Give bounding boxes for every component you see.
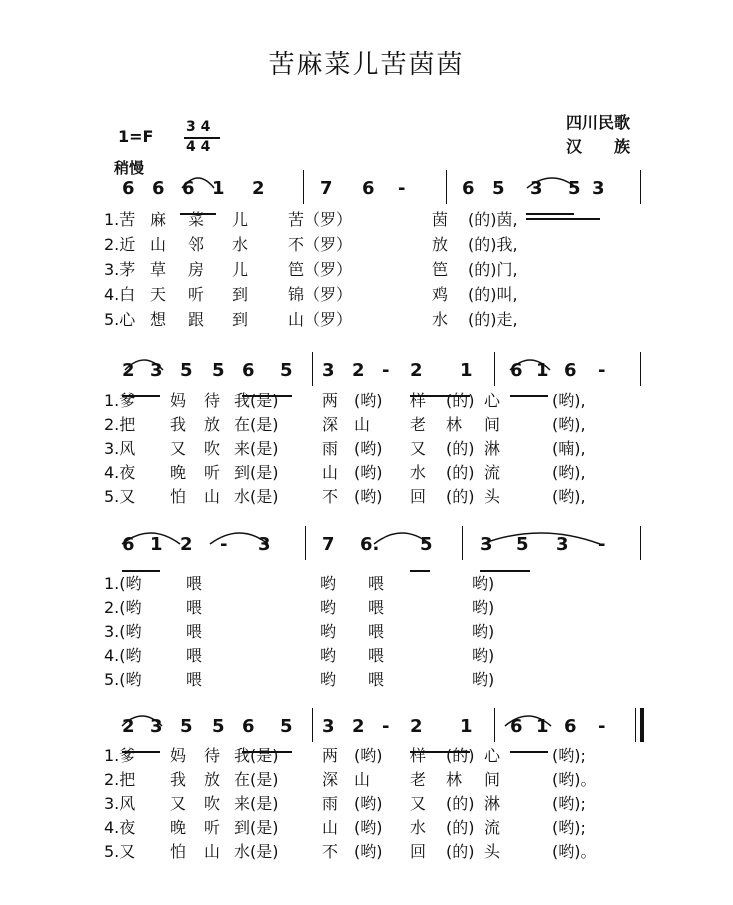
- lyric-word: 哟): [472, 622, 495, 641]
- note: 6: [510, 360, 523, 381]
- lyric-word: 我: [170, 415, 187, 434]
- lyric-word: 跟: [188, 310, 205, 329]
- origin-region: 四川民歌: [566, 113, 631, 132]
- lyric-word: 5.又: [104, 842, 136, 861]
- lyric-word: 淋: [484, 439, 501, 458]
- lyric-word: 水(是): [234, 487, 279, 506]
- lyric-word: 水: [432, 310, 449, 329]
- lyric-word: 4.(哟: [104, 646, 142, 665]
- lyric-word: (哟): [354, 439, 383, 458]
- lyric-word: 邻: [188, 235, 205, 254]
- lyric-word: 头: [484, 842, 501, 861]
- slur-mark: [510, 360, 550, 370]
- time-signature-bottom: 4 4: [186, 139, 211, 155]
- lyric-word: 在(是): [234, 770, 279, 789]
- lyric-word: 鸡: [432, 285, 449, 304]
- lyric-word: 山（罗）: [288, 310, 353, 329]
- lyric-word: (哟),: [552, 463, 586, 482]
- lyric-word: 不: [322, 842, 339, 861]
- note: 5: [212, 716, 225, 737]
- lyric-word: 到: [232, 310, 249, 329]
- note: 1: [536, 360, 549, 381]
- lyric-word: (哟),: [552, 487, 586, 506]
- lyric-word: (的): [446, 746, 475, 765]
- lyric-word: (的)我,: [468, 235, 518, 254]
- lyric-word: 哟): [472, 670, 495, 689]
- lyric-word: 两: [322, 391, 339, 410]
- lyric-word: 到: [232, 285, 249, 304]
- note: 3: [556, 534, 569, 555]
- song-title: 苦麻菜儿苦茵茵: [268, 50, 465, 80]
- lyric-word: 3.茅: [104, 260, 136, 279]
- note: -: [382, 360, 390, 381]
- note: 6: [362, 178, 375, 199]
- lyric-word: 怕: [170, 842, 187, 861]
- note: 2: [122, 716, 135, 737]
- note: 6: [242, 360, 255, 381]
- lyric-word: 老: [410, 770, 427, 789]
- lyric-word: 流: [484, 463, 501, 482]
- lyric-word: 1.(哟: [104, 574, 142, 593]
- lyric-word: 哟): [472, 646, 495, 665]
- lyric-word: (的)走,: [468, 310, 518, 329]
- lyric-word: 听: [188, 285, 205, 304]
- lyric-word: 2.把: [104, 415, 136, 434]
- lyric-word: 不（罗）: [288, 235, 353, 254]
- note: 6: [152, 178, 165, 199]
- lyric-word: 雨: [322, 439, 339, 458]
- lyric-word: 听: [204, 463, 221, 482]
- lyric-word: (哟): [354, 746, 383, 765]
- lyric-word: 间: [484, 770, 501, 789]
- note: 1: [212, 178, 225, 199]
- note: 2: [122, 360, 135, 381]
- lyric-word: (哟): [354, 463, 383, 482]
- lyric-word: 放: [204, 770, 221, 789]
- note: -: [382, 716, 390, 737]
- lyric-word: 2.近: [104, 235, 136, 254]
- lyric-word: 待: [204, 746, 221, 765]
- lyric-word: 间: [484, 415, 501, 434]
- lyric-word: 山: [322, 463, 339, 482]
- lyric-word: 来(是): [234, 794, 279, 813]
- lyric-word: 喂: [186, 622, 203, 641]
- note: 3: [150, 360, 163, 381]
- lyric-word: 菜: [188, 210, 205, 229]
- note: 6: [122, 534, 135, 555]
- lyric-word: 哟): [472, 598, 495, 617]
- lyric-word: 4.白: [104, 285, 136, 304]
- lyric-word: (的): [446, 842, 475, 861]
- lyric-word: 哟: [320, 670, 337, 689]
- lyric-word: 淋: [484, 794, 501, 813]
- note: 6: [510, 716, 523, 737]
- lyric-word: (哟): [354, 842, 383, 861]
- origin-ethnicity: 汉 族: [566, 137, 631, 156]
- lyric-word: 又: [170, 439, 187, 458]
- lyric-word: 怕: [170, 487, 187, 506]
- lyric-word: 草: [150, 260, 167, 279]
- lyric-word: (的): [446, 818, 475, 837]
- lyric-word: 喂: [368, 622, 385, 641]
- note: 5: [280, 360, 293, 381]
- lyric-word: 哟: [320, 646, 337, 665]
- lyric-word: 吹: [204, 794, 221, 813]
- lyric-word: 笆（罗）: [288, 260, 353, 279]
- note: 2: [180, 534, 193, 555]
- note: 3: [530, 178, 543, 199]
- lyric-word: (的): [446, 463, 475, 482]
- lyric-word: (的): [446, 794, 475, 813]
- lyric-word: 妈: [170, 391, 187, 410]
- lyric-word: (哟),: [552, 415, 586, 434]
- note: 6.: [360, 534, 380, 555]
- lyric-word: 5.心: [104, 310, 136, 329]
- lyric-word: 回: [410, 842, 427, 861]
- lyric-word: (的): [446, 487, 475, 506]
- note: 2: [252, 178, 265, 199]
- lyric-word: 山: [322, 818, 339, 837]
- note: 2: [410, 716, 423, 737]
- lyric-word: 吹: [204, 439, 221, 458]
- slur-mark: [505, 716, 551, 726]
- note: 1: [150, 534, 163, 555]
- lyric-word: 晚: [170, 463, 187, 482]
- time-signature-top: 3 4: [186, 119, 211, 135]
- lyric-word: (喃),: [552, 439, 586, 458]
- lyric-word: 来(是): [234, 439, 279, 458]
- note: 1: [460, 716, 473, 737]
- slur-mark: [210, 533, 268, 544]
- lyric-word: 4.夜: [104, 463, 136, 482]
- lyric-word: 林: [446, 770, 463, 789]
- note: 7: [320, 178, 333, 199]
- note: 3: [150, 716, 163, 737]
- lyric-word: (哟);: [552, 818, 586, 837]
- lyric-word: 到(是): [234, 463, 279, 482]
- note: 3: [258, 534, 271, 555]
- lyric-word: (哟)。: [552, 770, 597, 789]
- slur-mark: [482, 533, 600, 544]
- lyric-word: (的): [446, 391, 475, 410]
- lyric-word: (哟),: [552, 391, 586, 410]
- tempo-marking: 稍慢: [114, 159, 145, 177]
- note: 7: [322, 534, 335, 555]
- slur-mark: [122, 533, 180, 544]
- lyric-word: 流: [484, 818, 501, 837]
- lyric-word: 哟: [320, 622, 337, 641]
- lyric-word: 4.夜: [104, 818, 136, 837]
- lyric-word: 到(是): [234, 818, 279, 837]
- lyric-word: 样: [410, 746, 427, 765]
- lyric-word: 又: [410, 794, 427, 813]
- lyric-word: 3.(哟: [104, 622, 142, 641]
- lyric-word: 晚: [170, 818, 187, 837]
- lyric-word: (的)茵,: [468, 210, 518, 229]
- lyric-word: 房: [188, 260, 205, 279]
- note: 3: [322, 360, 335, 381]
- lyric-word: 苦（罗）: [288, 210, 353, 229]
- lyric-word: (哟): [354, 818, 383, 837]
- note: 6: [462, 178, 475, 199]
- note: 2: [352, 360, 365, 381]
- lyric-word: 3.风: [104, 794, 136, 813]
- note: 5: [180, 360, 193, 381]
- lyric-word: 喂: [186, 646, 203, 665]
- lyric-word: (哟);: [552, 746, 586, 765]
- note: -: [398, 178, 406, 199]
- lyric-word: 我: [170, 770, 187, 789]
- slur-mark: [527, 178, 577, 188]
- lyric-word: 儿: [232, 260, 249, 279]
- lyric-word: (的)门,: [468, 260, 518, 279]
- note: 5: [212, 360, 225, 381]
- lyric-word: 又: [170, 794, 187, 813]
- lyric-word: 喂: [368, 646, 385, 665]
- slur-mark: [125, 360, 163, 370]
- lyric-word: (的)叫,: [468, 285, 518, 304]
- lyric-word: 笆: [432, 260, 449, 279]
- lyric-word: (哟): [354, 391, 383, 410]
- lyric-word: 深: [322, 770, 339, 789]
- note: 5: [280, 716, 293, 737]
- slur-mark: [182, 178, 214, 188]
- note: 1: [460, 360, 473, 381]
- note: 6: [242, 716, 255, 737]
- note: 3: [592, 178, 605, 199]
- lyric-word: 1.爹: [104, 391, 136, 410]
- note: -: [598, 360, 606, 381]
- lyric-word: 在(是): [234, 415, 279, 434]
- lyric-word: 听: [204, 818, 221, 837]
- lyric-word: 水: [410, 818, 427, 837]
- key-signature: 1=F: [118, 127, 154, 146]
- lyric-word: 我(是): [234, 746, 279, 765]
- lyric-word: 待: [204, 391, 221, 410]
- note: -: [220, 534, 228, 555]
- lyric-word: 深: [322, 415, 339, 434]
- note: 6: [564, 360, 577, 381]
- lyric-word: 回: [410, 487, 427, 506]
- lyric-word: 天: [150, 285, 167, 304]
- lyric-word: (哟);: [552, 794, 586, 813]
- note: 6: [122, 178, 135, 199]
- lyric-word: 又: [410, 439, 427, 458]
- note: 5: [568, 178, 581, 199]
- lyric-word: 1.苦: [104, 210, 136, 229]
- lyric-word: 老: [410, 415, 427, 434]
- note: 2: [352, 716, 365, 737]
- lyric-word: 儿: [232, 210, 249, 229]
- lyric-word: 山: [354, 415, 371, 434]
- lyric-word: 山: [354, 770, 371, 789]
- lyric-word: 两: [322, 746, 339, 765]
- lyric-word: 喂: [368, 574, 385, 593]
- lyric-word: 放: [432, 235, 449, 254]
- lyric-word: 妈: [170, 746, 187, 765]
- lyric-word: 喂: [368, 670, 385, 689]
- slur-mark: [374, 533, 430, 544]
- lyric-word: 我(是): [234, 391, 279, 410]
- note: 5: [492, 178, 505, 199]
- lyric-word: (的): [446, 439, 475, 458]
- lyric-word: 山: [150, 235, 167, 254]
- lyric-word: 麻: [150, 210, 167, 229]
- lyric-word: 林: [446, 415, 463, 434]
- note: -: [598, 716, 606, 737]
- lyric-word: 样: [410, 391, 427, 410]
- lyric-word: 2.把: [104, 770, 136, 789]
- lyric-word: 雨: [322, 794, 339, 813]
- lyric-word: 水: [232, 235, 249, 254]
- note: 3: [480, 534, 493, 555]
- lyric-word: 山: [204, 842, 221, 861]
- lyric-word: 不: [322, 487, 339, 506]
- note: 5: [180, 716, 193, 737]
- lyric-word: 2.(哟: [104, 598, 142, 617]
- lyric-word: (哟): [354, 794, 383, 813]
- lyric-word: 想: [150, 310, 167, 329]
- lyric-word: 山: [204, 487, 221, 506]
- lyric-word: 锦（罗）: [288, 285, 353, 304]
- lyric-word: 放: [204, 415, 221, 434]
- lyric-word: 心: [484, 391, 501, 410]
- lyric-word: 水(是): [234, 842, 279, 861]
- lyric-word: 1.爹: [104, 746, 136, 765]
- note: 2: [410, 360, 423, 381]
- lyric-word: (哟)。: [552, 842, 597, 861]
- note: 5: [420, 534, 433, 555]
- lyric-word: 心: [484, 746, 501, 765]
- note: 6: [564, 716, 577, 737]
- lyric-word: 茵: [432, 210, 449, 229]
- note: 3: [322, 716, 335, 737]
- lyric-word: 喂: [186, 574, 203, 593]
- lyric-word: 哟: [320, 574, 337, 593]
- lyric-word: 5.又: [104, 487, 136, 506]
- note: 5: [516, 534, 529, 555]
- lyric-word: (哟): [354, 487, 383, 506]
- note: 6: [182, 178, 195, 199]
- note: -: [598, 534, 606, 555]
- lyric-word: 喂: [186, 670, 203, 689]
- lyric-word: 喂: [368, 598, 385, 617]
- lyric-word: 水: [410, 463, 427, 482]
- lyric-word: 5.(哟: [104, 670, 142, 689]
- lyric-word: 哟: [320, 598, 337, 617]
- slur-mark: [122, 716, 162, 726]
- lyric-word: 哟): [472, 574, 495, 593]
- lyric-word: 喂: [186, 598, 203, 617]
- note: 1: [536, 716, 549, 737]
- lyric-word: 头: [484, 487, 501, 506]
- lyric-word: 3.风: [104, 439, 136, 458]
